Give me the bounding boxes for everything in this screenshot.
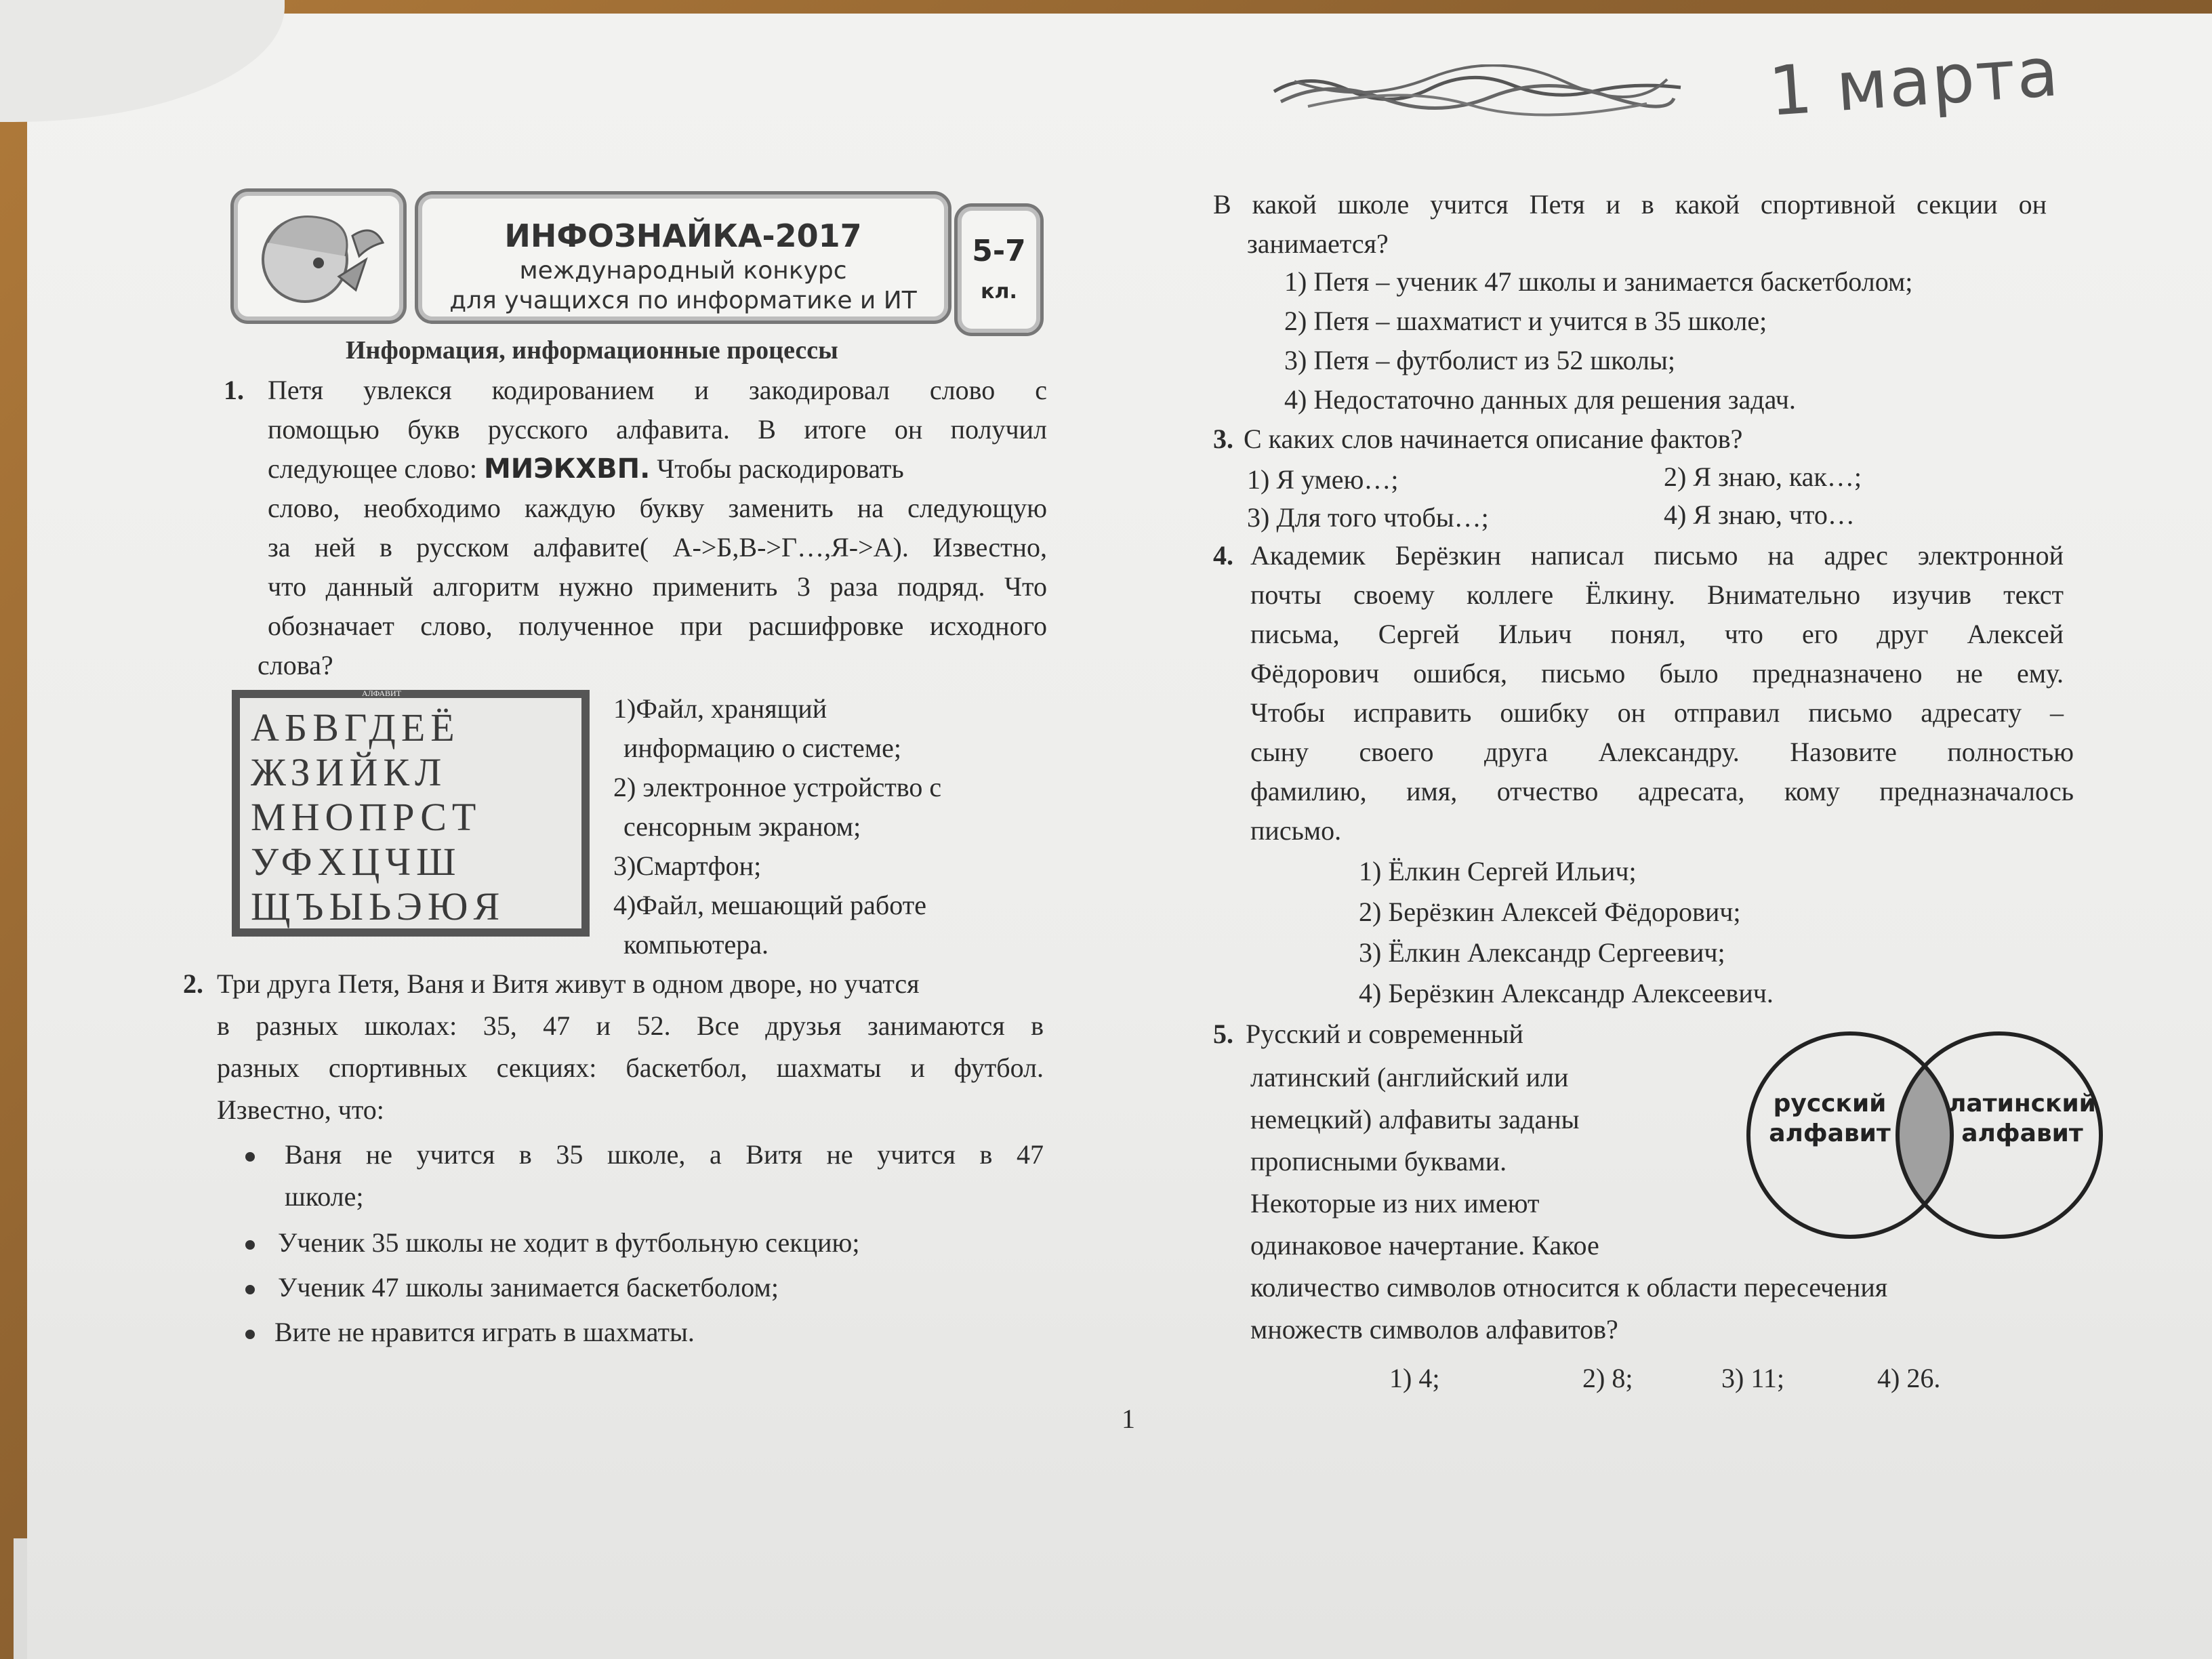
q1-line: помощью букв русского алфавита. В итоге он получил [268, 414, 1047, 445]
q4-option: 4) Берёзкин Александр Алексеевич. [1359, 978, 1774, 1008]
q5-number: 5. [1213, 1019, 1233, 1049]
q5-line: одинаковое начертание. Какое [1250, 1230, 1599, 1261]
venn-left-label: русский [1773, 1090, 1887, 1118]
q1-line: что данный алгоритм нужно применить 3 раза подряд. Что [268, 571, 1047, 602]
q1-number: 1. [224, 375, 244, 405]
contest-subtitle-2: для учащихся по информатике и ИТ [449, 287, 917, 314]
alphabet-grid [232, 690, 590, 937]
venn-right-label: латинский [1948, 1090, 2096, 1118]
venn-diagram [1728, 1023, 2135, 1247]
handwritten-date: 1 марта [1766, 32, 2062, 131]
venn-right-label: алфавит [1961, 1120, 2083, 1147]
contest-subtitle-1: международный конкурс [519, 257, 847, 285]
q2-line: Три друга Петя, Ваня и Витя живут в одном дворе, но учатся [217, 968, 920, 999]
q1-option: 3)Смартфон; [613, 851, 762, 881]
q3-option: 3) Для того чтобы…; [1247, 502, 1489, 533]
q1-line: Петя увлекся кодированием и закодировал слово с [268, 375, 1047, 405]
mascot-logo-icon [237, 195, 400, 317]
q4-line: Академик Берёзкин написал письмо на адрес электронной [1250, 540, 2064, 571]
q2-line: Известно, что: [217, 1094, 384, 1125]
q1-line: обозначает слово, полученное при расшифровке исходного [268, 611, 1047, 641]
q1-line: за ней в русском алфавите( А->Б,В->Г…,Я->А). Известно, [268, 532, 1047, 562]
q5-line: множеств символов алфавитов? [1250, 1314, 1618, 1345]
q4-option: 3) Ёлкин Александр Сергеевич; [1359, 937, 1725, 968]
q1-option: 2) электронное устройство с [613, 772, 942, 802]
q2-bullet: Ваня не учится в 35 школе, а Витя не учится в 47 [285, 1139, 1044, 1170]
bullet-icon [245, 1152, 255, 1162]
q2-option: 4) Недостаточно данных для решения задач. [1284, 384, 1796, 415]
q5-line: латинский (английский или [1250, 1062, 1569, 1092]
q3-option: 4) Я знаю, что… [1664, 499, 1855, 530]
q5-option: 4) 26. [1877, 1363, 1941, 1393]
grid-row: МНОПРСТ [251, 795, 482, 839]
q4-line: Фёдорович ошибся, письмо было предназначено не ему. [1250, 658, 2064, 689]
grade-box [954, 203, 1044, 336]
q2-line: разных спортивных секциях: баскетбол, шахматы и футбол. [217, 1052, 1044, 1083]
q5-line: Некоторые из них имеют [1250, 1188, 1540, 1218]
q2-option: 2) Петя – шахматист и учится в 35 школе; [1284, 306, 1767, 336]
logo-box [230, 188, 407, 324]
q3-option: 2) Я знаю, как…; [1664, 462, 1862, 492]
q1-line: слово, необходимо каждую букву заменить на следующую [268, 493, 1047, 523]
grade-range: 5-7 [972, 234, 1026, 268]
bullet-icon [245, 1285, 255, 1294]
q1-option: 1)Файл, хранящий [613, 693, 827, 724]
q1-line: следующее слово: МИЭКХВП. Чтобы раскодировать [268, 453, 904, 485]
q5-line: количество символов относится к области пересечения [1250, 1272, 1888, 1303]
q3-number: 3. [1213, 424, 1233, 454]
q4-line: сыну своего друга Александру. Назовите полностью [1250, 737, 2074, 767]
q4-line: Чтобы исправить ошибку он отправил письмо адресату – [1250, 697, 2064, 728]
q2-number: 2. [183, 968, 203, 999]
q4-option: 2) Берёзкин Алексей Фёдорович; [1359, 897, 1741, 927]
q2-bullet: Ученик 47 школы занимается баскетболом; [278, 1272, 779, 1303]
contest-title: ИНФОЗНАЙКА-2017 [504, 218, 862, 254]
page-number: 1 [1122, 1404, 1135, 1434]
code-word: МИЭКХВП. [483, 453, 651, 485]
q5-option: 3) 11; [1721, 1363, 1784, 1393]
q4-line: письма, Сергей Ильич понял, что его друг Алексей [1250, 619, 2064, 649]
bullet-icon [245, 1330, 255, 1339]
q2-question: занимается? [1247, 228, 1389, 259]
grade-unit: кл. [981, 280, 1017, 304]
q2-option: 3) Петя – футболист из 52 школы; [1284, 345, 1675, 375]
q1-option: 4)Файл, мешающий работе [613, 890, 926, 920]
q2-bullet: Вите не нравится играть в шахматы. [274, 1317, 695, 1347]
q2-line: в разных школах: 35, 47 и 52. Все друзья занимаются в [217, 1010, 1044, 1041]
grid-row: АБВГДЕЁ [251, 705, 460, 750]
q5-line: немецкий) алфавиты заданы [1250, 1104, 1580, 1134]
grid-row: УФХЦЧШ [251, 840, 462, 884]
q1-line: слова? [258, 650, 333, 680]
q5-line: прописными буквами. [1250, 1146, 1507, 1176]
q4-line: фамилию, имя, отчество адресата, кому предназначалось [1250, 776, 2074, 806]
contest-title-box [415, 191, 951, 324]
q2-bullet: Ученик 35 школы не ходит в футбольную секцию; [278, 1227, 860, 1258]
q5-line: Русский и современный [1246, 1019, 1523, 1049]
q4-number: 4. [1213, 540, 1233, 571]
q2-question: В какой школе учится Петя и в какой спортивной секции он [1213, 189, 2047, 220]
section-title: Информация, информационные процессы [346, 336, 838, 365]
q5-option: 2) 8; [1582, 1363, 1633, 1393]
grid-caption: АЛФАВИТ [362, 689, 402, 698]
bullet-icon [245, 1240, 255, 1250]
crossed-out-scribble [1267, 64, 1687, 119]
grid-row: ЖЗИЙКЛ [251, 750, 447, 794]
grid-row: ЩЪЫЬЭЮЯ [251, 884, 506, 928]
q3-option: 1) Я умею…; [1247, 464, 1399, 495]
q2-option: 1) Петя – ученик 47 школы и занимается баскетболом; [1284, 266, 1913, 297]
q3-text: С каких слов начинается описание фактов? [1244, 424, 1743, 454]
q1-option: сенсорным экраном; [623, 811, 861, 842]
q4-line: почты своему коллеге Ёлкину. Внимательно изучив текст [1250, 579, 2064, 610]
q1-option: информацию о системе; [623, 733, 901, 763]
venn-left-label: алфавит [1769, 1120, 1891, 1147]
q4-option: 1) Ёлкин Сергей Ильич; [1359, 856, 1637, 886]
q4-line: письмо. [1250, 815, 1342, 846]
q1-option: компьютера. [623, 929, 769, 960]
q2-bullet: школе; [285, 1181, 364, 1212]
q5-option: 1) 4; [1389, 1363, 1440, 1393]
